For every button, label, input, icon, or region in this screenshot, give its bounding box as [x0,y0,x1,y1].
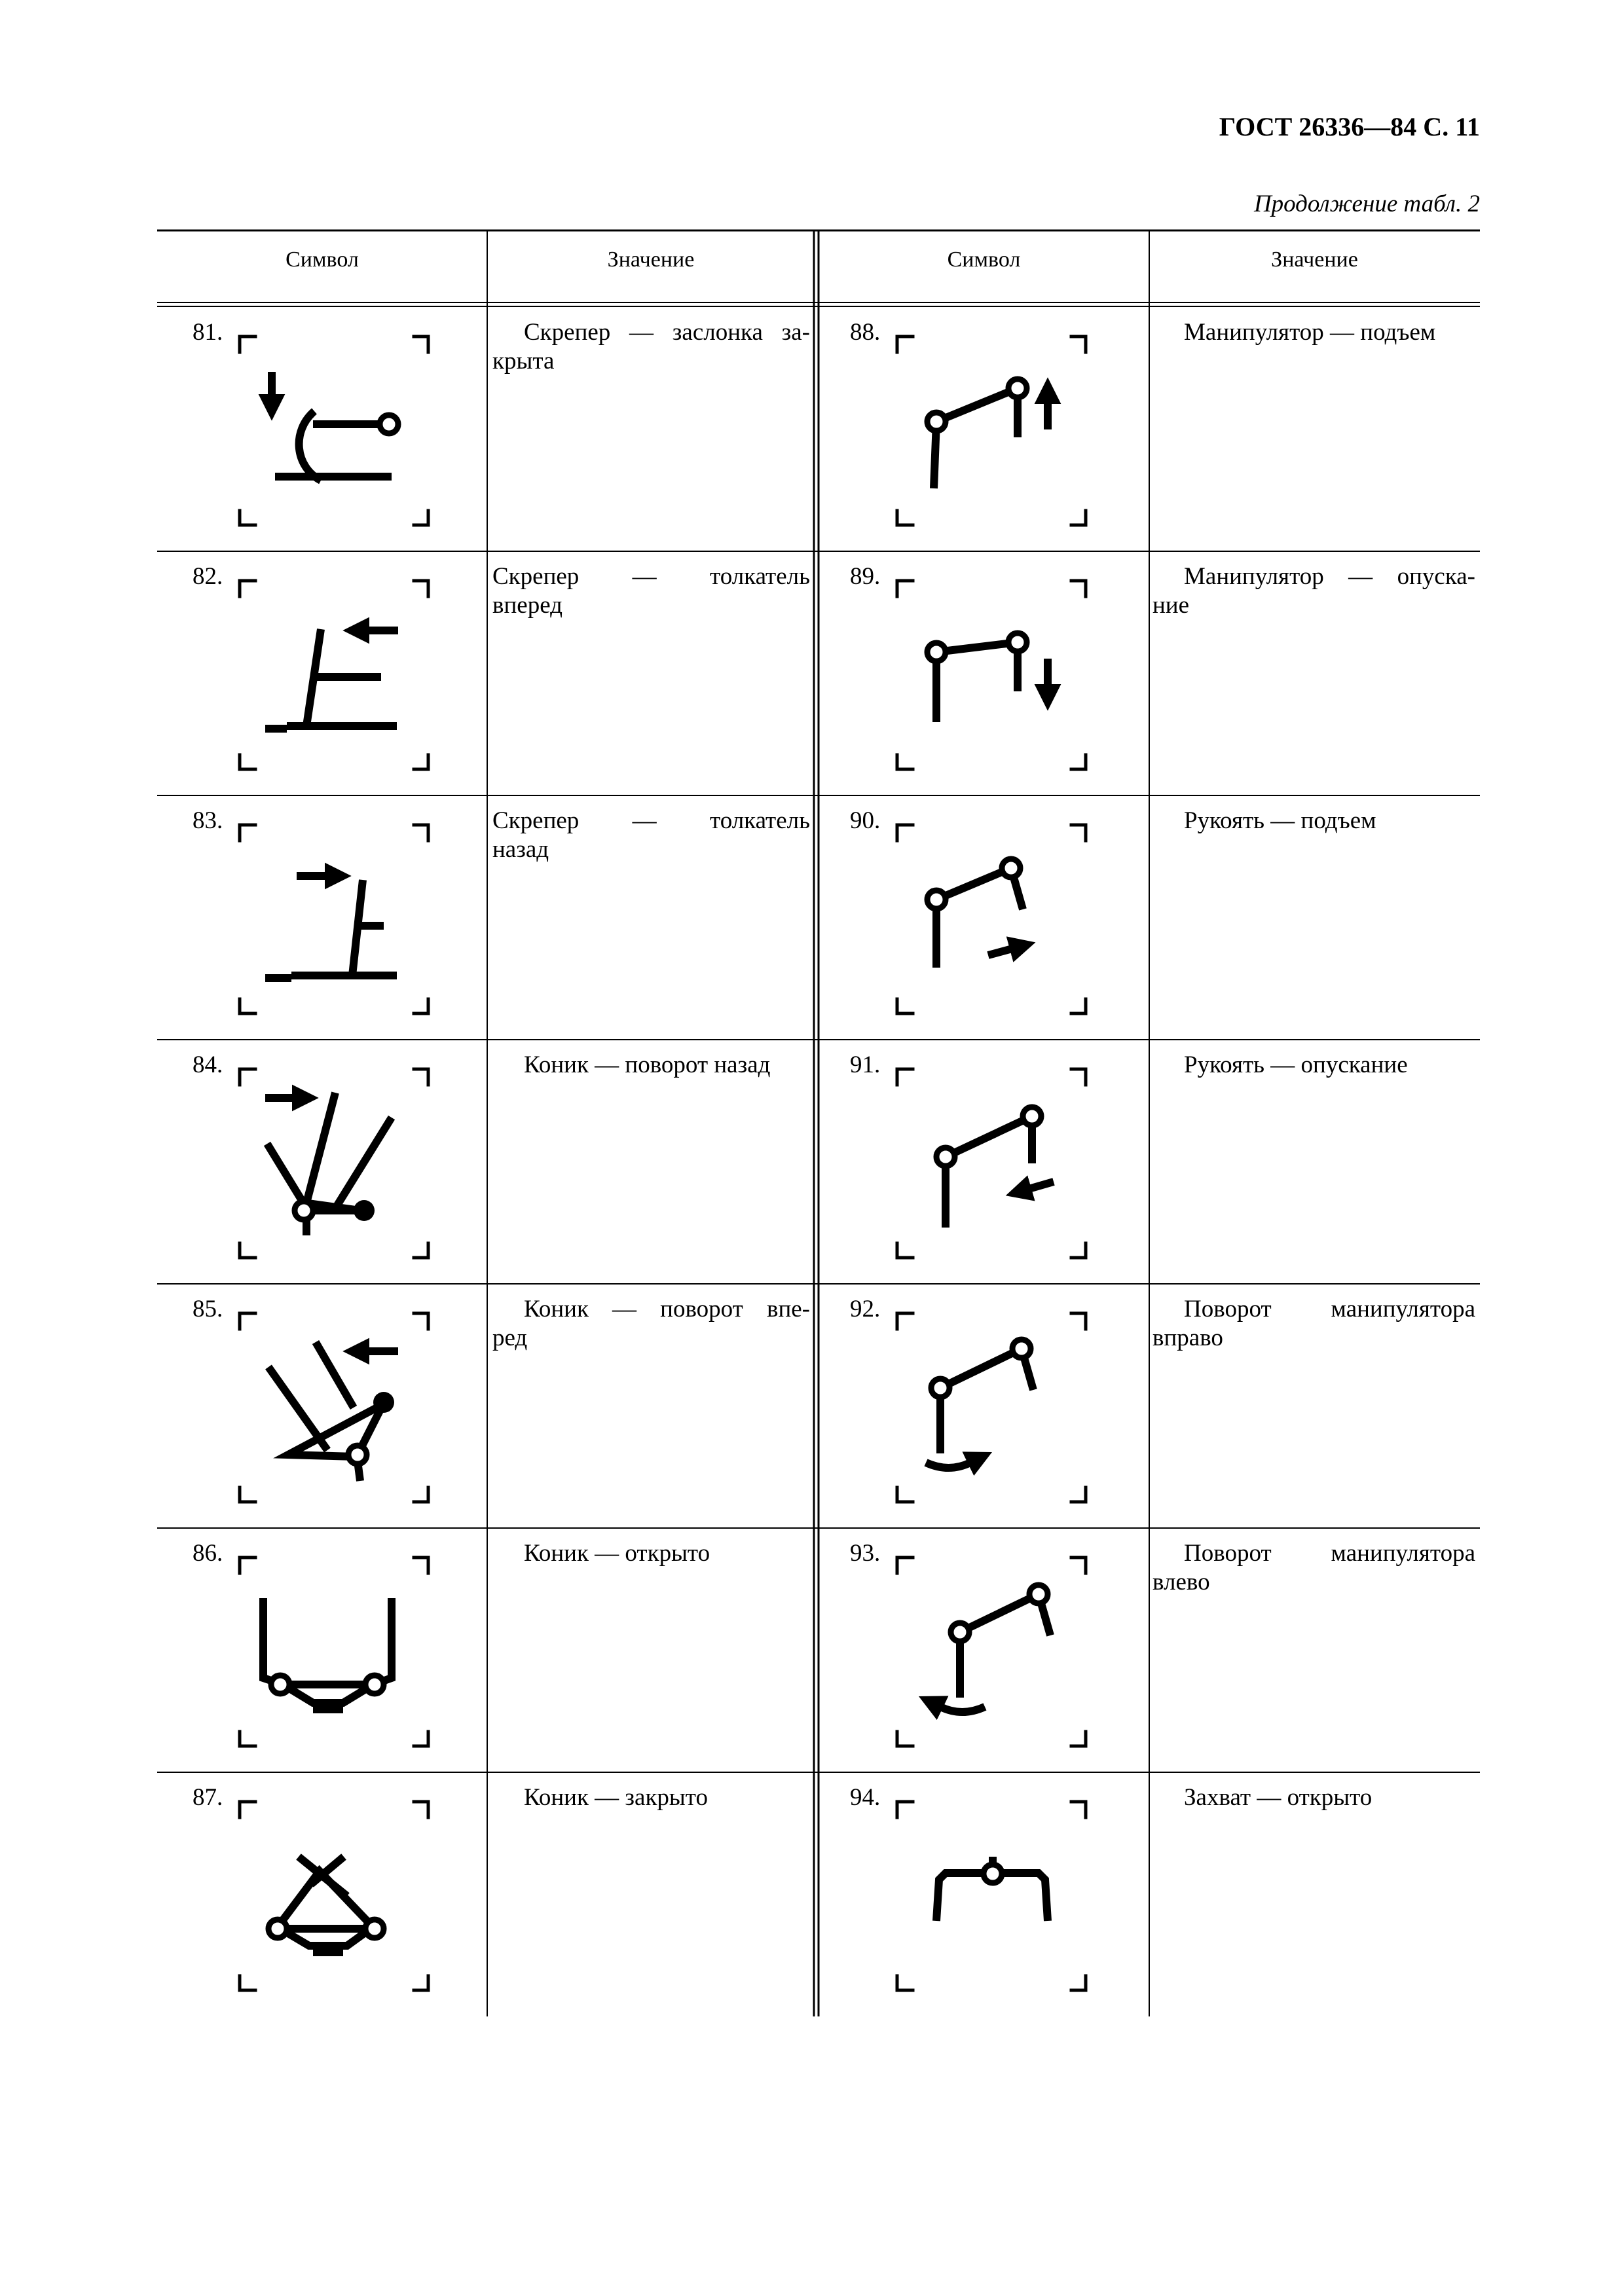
konik-rotate-back-icon [236,1065,432,1262]
symbol-meaning [492,318,810,376]
row-number: 83. [193,807,223,834]
row-number: 81. [193,319,223,346]
meaning-line-1: Манипулятор — опуска- [1184,563,1475,590]
manipulator-rotate-right-icon [893,1309,1090,1506]
scraper-pusher-forward-icon [236,577,432,773]
symbol-meaning [492,1539,810,1568]
meaning-line-1: Коник — поворот впе- [524,1296,810,1322]
row-number: 85. [193,1296,223,1322]
manipulator-raise-icon [893,333,1090,529]
row-number: 93. [850,1540,881,1567]
symbol-meaning [1152,1539,1475,1597]
meaning-line-2: вперед [492,592,562,619]
row-number: 92. [850,1296,881,1322]
symbol-meaning [492,1295,810,1353]
meaning-line-1: Скрепер — заслонка за- [524,319,810,346]
meaning-line-1: Манипулятор — подъем [1184,319,1436,346]
row-number: 88. [850,319,881,346]
page-header: ГОСТ 26336—84 С. 11 [1219,112,1480,141]
stick-raise-icon [893,821,1090,1017]
meaning-line-2: ред [492,1324,528,1351]
meaning-line-1: Захват — открыто [1184,1784,1373,1811]
row-number: 94. [850,1784,881,1811]
konik-rotate-forward-icon [236,1309,432,1506]
row-number: 84. [193,1051,223,1078]
symbol-meaning [492,1783,810,1812]
row-number: 82. [193,563,223,590]
meaning-line-1: Скрепер — толкатель [492,563,810,590]
symbol-meaning [1152,1783,1475,1812]
meaning-line-2: крыта [492,348,555,374]
meaning-line-2: влево [1152,1569,1210,1595]
konik-closed-icon [236,1798,432,1994]
symbol-meaning [1152,1295,1475,1353]
row-number: 86. [193,1540,223,1567]
table-continuation-caption: Продолжение табл. 2 [1253,191,1480,217]
meaning-line-2: назад [492,836,549,863]
column-header-meaning-left: Значение [607,247,695,272]
meaning-line-1: Рукоять — опускание [1184,1051,1408,1078]
meaning-line-1: Коник — открыто [524,1540,710,1567]
scraper-gate-closed-icon [236,333,432,529]
symbol-meaning [492,562,810,620]
symbol-meaning [1152,1051,1475,1080]
manipulator-lower-icon [893,577,1090,773]
row-number: 87. [193,1784,223,1811]
scraper-pusher-back-icon [236,821,432,1017]
meaning-line-1: Коник — поворот назад [524,1051,771,1078]
symbol-meaning [492,1051,810,1080]
meaning-line-1: Поворот манипулятора [1184,1540,1475,1567]
meaning-line-1: Рукоять — подъем [1184,807,1376,834]
symbol-meaning [1152,318,1475,347]
row-number: 91. [850,1051,881,1078]
row-number: 90. [850,807,881,834]
row-number: 89. [850,563,881,590]
manipulator-rotate-left-icon [893,1554,1090,1750]
konik-open-icon [236,1554,432,1750]
symbol-meaning [492,807,810,864]
meaning-line-1: Скрепер — толкатель [492,807,810,834]
column-header-meaning-right: Значение [1271,247,1358,272]
column-header-symbol-right: Символ [947,247,1021,272]
stick-lower-icon [893,1065,1090,1262]
meaning-line-2: вправо [1152,1324,1223,1351]
meaning-line-2: ние [1152,592,1190,619]
grapple-open-icon [893,1798,1090,1994]
meaning-line-1: Коник — закрыто [524,1784,708,1811]
column-header-symbol-left: Символ [286,247,359,272]
symbol-meaning [1152,562,1475,620]
symbol-meaning [1152,807,1475,835]
meaning-line-1: Поворот манипулятора [1184,1296,1475,1322]
